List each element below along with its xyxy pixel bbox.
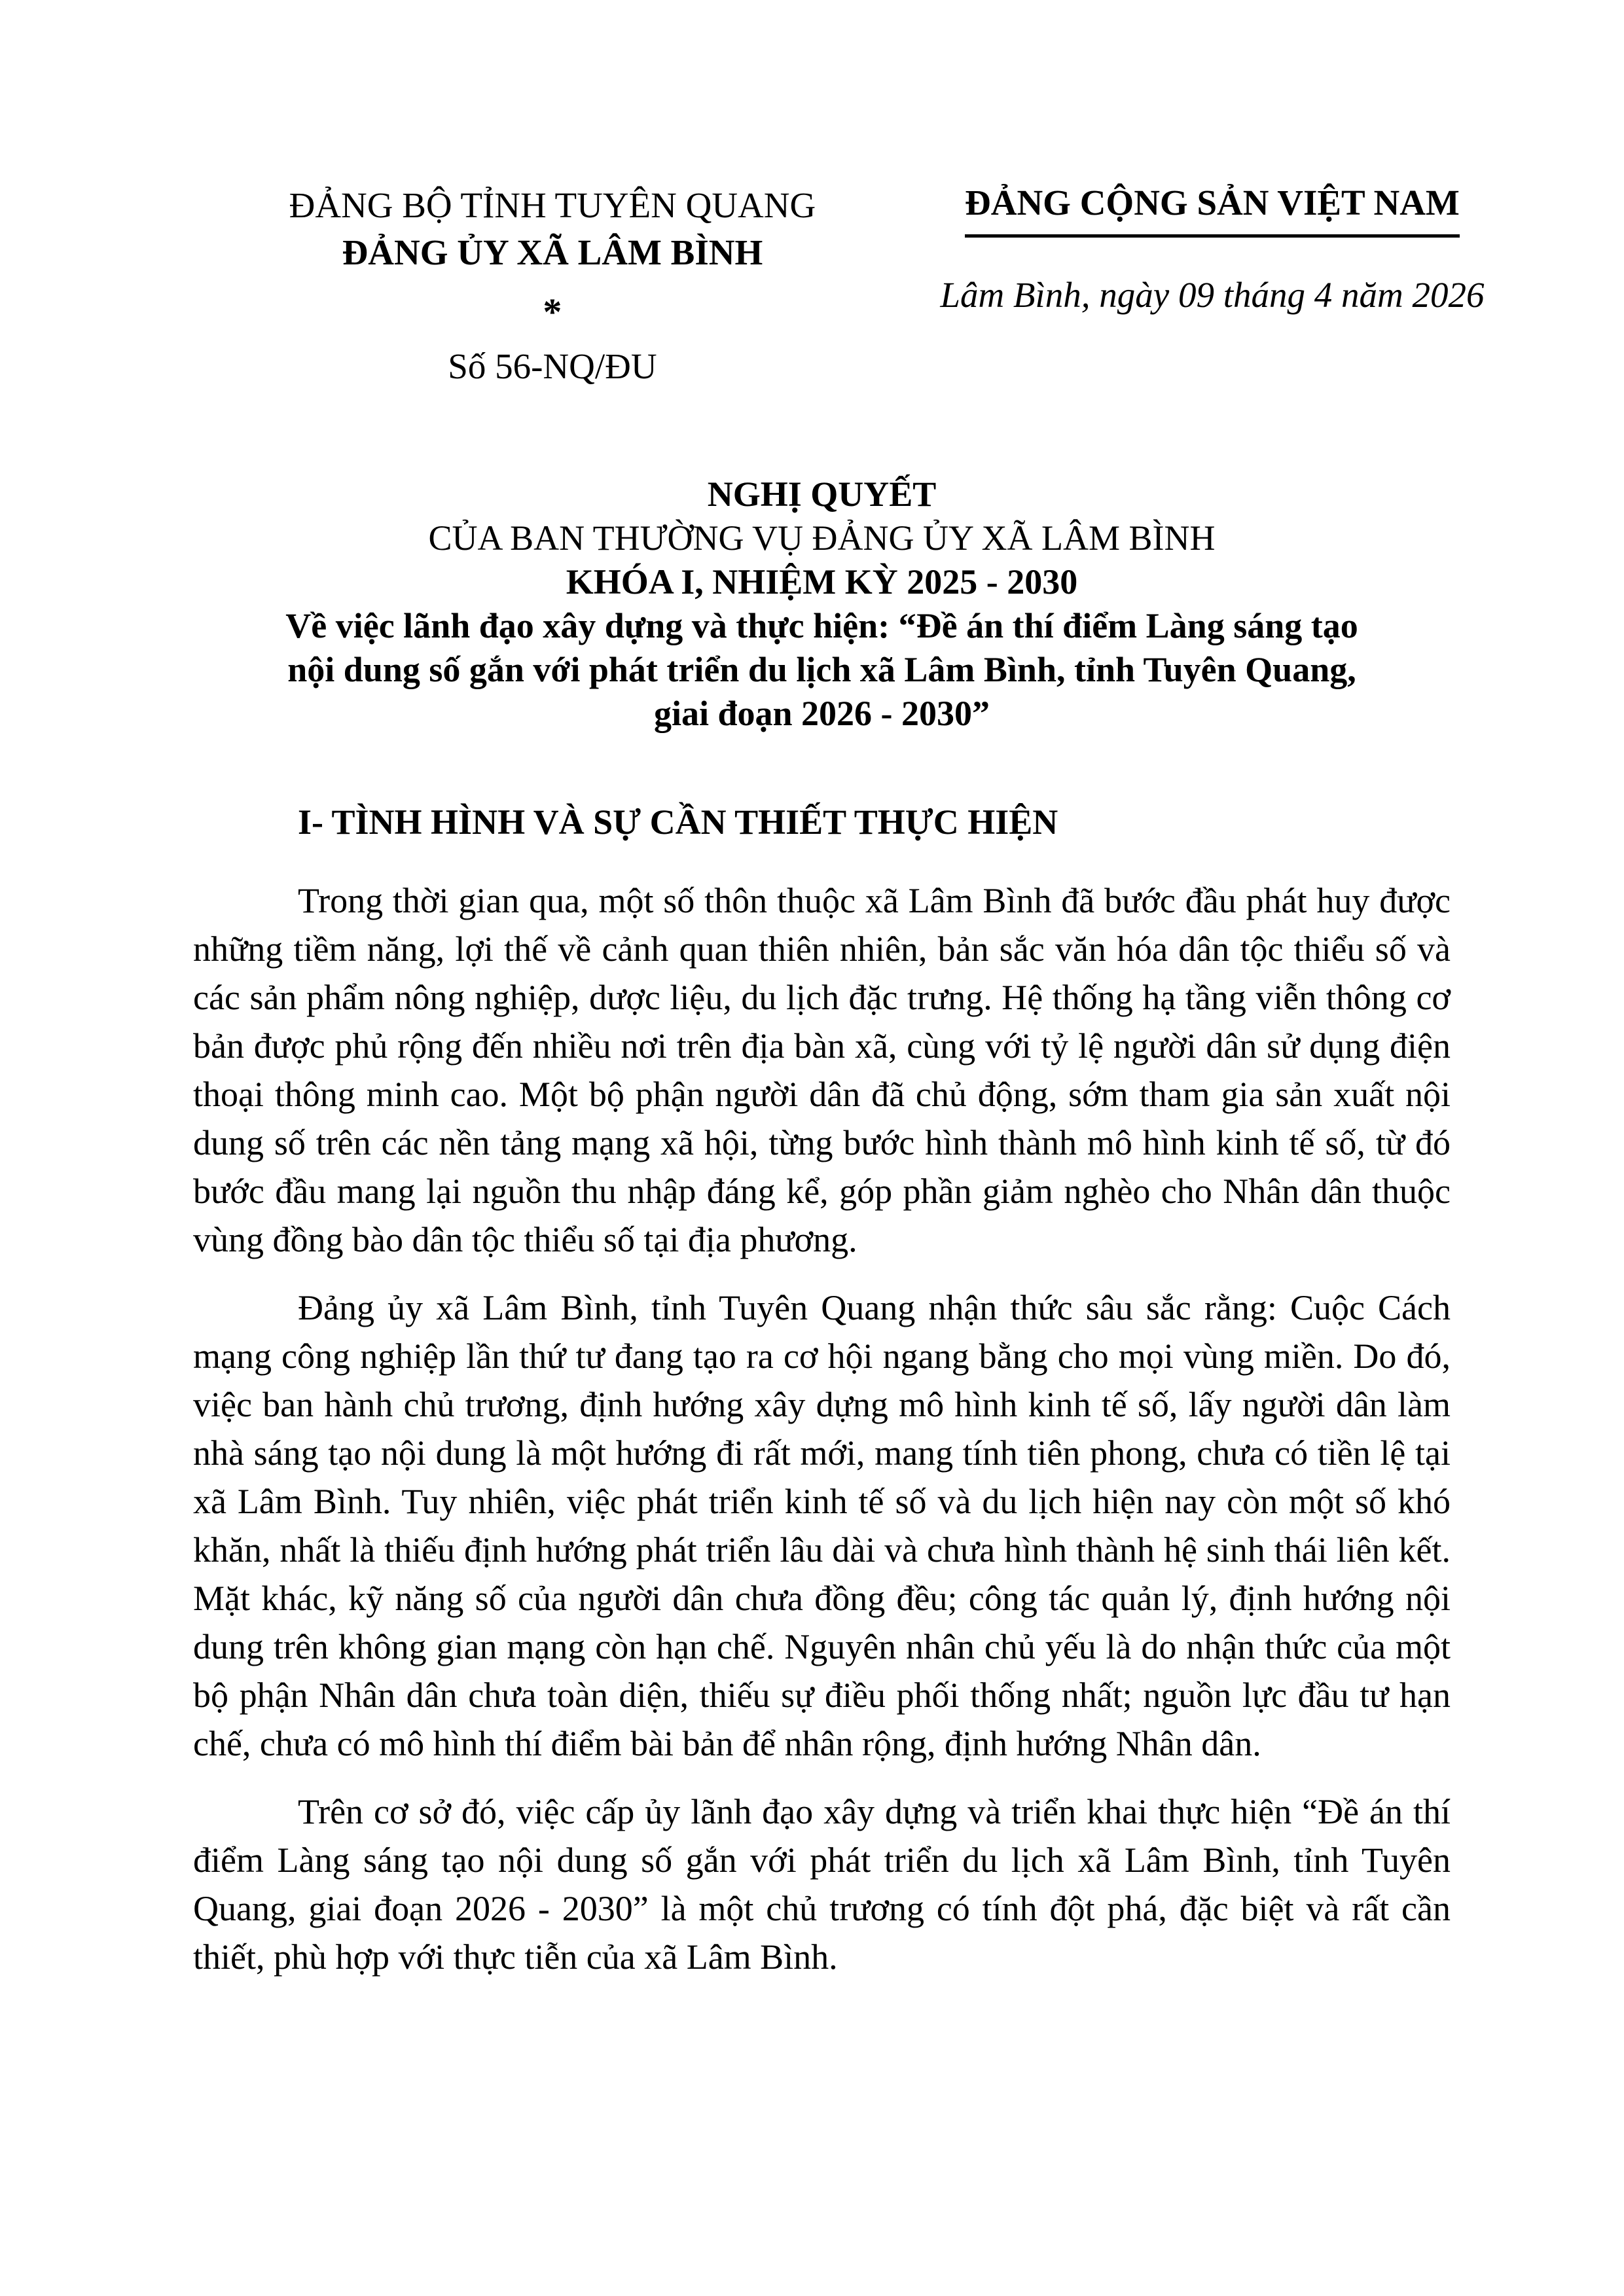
body-paragraph: Đảng ủy xã Lâm Bình, tỉnh Tuyên Quang nhận thức sâu sắc rằng: Cuộc Cách mạng công nghiệp lần thứ tư đang tạo ra cơ hội ngang bằng cho mọi vùng miền. Do đó, việc ban hành chủ trương, định hướng xây dựng mô hình kinh tế số, lấy người dân làm nhà sáng tạo nội dung là một hướng đi rất mới, mang tính tiên phong, chưa có tiền lệ tại xã Lâm Bình. Tuy nhiên, việc phát triển kinh tế số và du lịch hiện nay còn một số khó khăn, nhất là thiếu định hướng phát triển lâu dài và chưa hình thành hệ sinh thái liên kết. Mặt khác, kỹ năng số của người dân chưa đồng đều; công tác quản lý, định hướng nội dung trên không gian mạng còn hạn chế. Nguyên nhân chủ yếu là do nhận thức của một bộ phận Nhân dân chưa toàn diện, thiếu sự điều phối thống nhất; nguồn lực đầu tư hạn chế, chưa có mô hình thí điểm bài bản để nhân rộng, định hướng Nhân dân. <box>193 1288 1451 1763</box>
party-name: ĐẢNG CỘNG SẢN VIỆT NAM <box>965 182 1460 238</box>
section-1-heading: I- TÌNH HÌNH VÀ SỰ CẦN THIẾT THỰC HIỆN <box>298 802 1058 842</box>
title-term-line: KHÓA I, NHIỆM KỲ 2025 - 2030 <box>566 562 1078 601</box>
issuing-org-block <box>193 182 912 391</box>
party-name-block <box>912 182 1513 319</box>
title-subject-line: nội dung số gắn với phát triển du lịch xã Lâm Bình, tỉnh Tuyên Quang, <box>287 650 1356 689</box>
parent-org-name: ĐẢNG BỘ TỈNH TUYÊN QUANG <box>289 185 816 225</box>
letterhead <box>193 182 1485 391</box>
document-number: Số 56-NQ/ĐU <box>448 346 657 386</box>
body-paragraph: Trên cơ sở đó, việc cấp ủy lãnh đạo xây dựng và triển khai thực hiện “Đề án thí điểm Làng sáng tạo nội dung số gắn với phát triển du lịch xã Lâm Bình, tỉnh Tuyên Quang, giai đoạn 2026 - 2030” là một chủ trương có tính đột phá, đặc biệt và rất cần thiết, phù hợp với thực tiễn của xã Lâm Bình. <box>193 1792 1451 1977</box>
place-date-line: Lâm Bình, ngày 09 tháng 4 năm 2026 <box>940 275 1485 315</box>
title-block <box>193 473 1451 736</box>
title-subject-line: giai đoạn 2026 - 2030” <box>653 694 990 733</box>
title-subject-line: Về việc lãnh đạo xây dựng và thực hiện: “Đề án thí điểm Làng sáng tạo <box>285 606 1358 645</box>
body-paragraph: Trong thời gian qua, một số thôn thuộc xã Lâm Bình đã bước đầu phát huy được những tiềm năng, lợi thế về cảnh quan thiên nhiên, bản sắc văn hóa dân tộc thiểu số và các sản phẩm nông nghiệp, dược liệu, du lịch đặc trưng. Hệ thống hạ tầng viễn thông cơ bản được phủ rộng đến nhiều nơi trên địa bàn xã, cùng với tỷ lệ người dân sử dụng điện thoại thông minh cao. Một bộ phận người dân đã chủ động, sớm tham gia sản xuất nội dung số trên các nền tảng mạng xã hội, từng bước hình thành mô hình kinh tế số, từ đó bước đầu mang lại nguồn thu nhập đáng kể, góp phần giảm nghèo cho Nhân dân thuộc vùng đồng bào dân tộc thiểu số tại địa phương. <box>193 881 1451 1259</box>
document-type-title: NGHỊ QUYẾT <box>707 475 937 514</box>
star-separator: * <box>543 291 562 333</box>
title-issuer-line: CỦA BAN THƯỜNG VỤ ĐẢNG ỦY XÃ LÂM BÌNH <box>428 518 1216 558</box>
org-name: ĐẢNG ỦY XÃ LÂM BÌNH <box>342 232 763 272</box>
